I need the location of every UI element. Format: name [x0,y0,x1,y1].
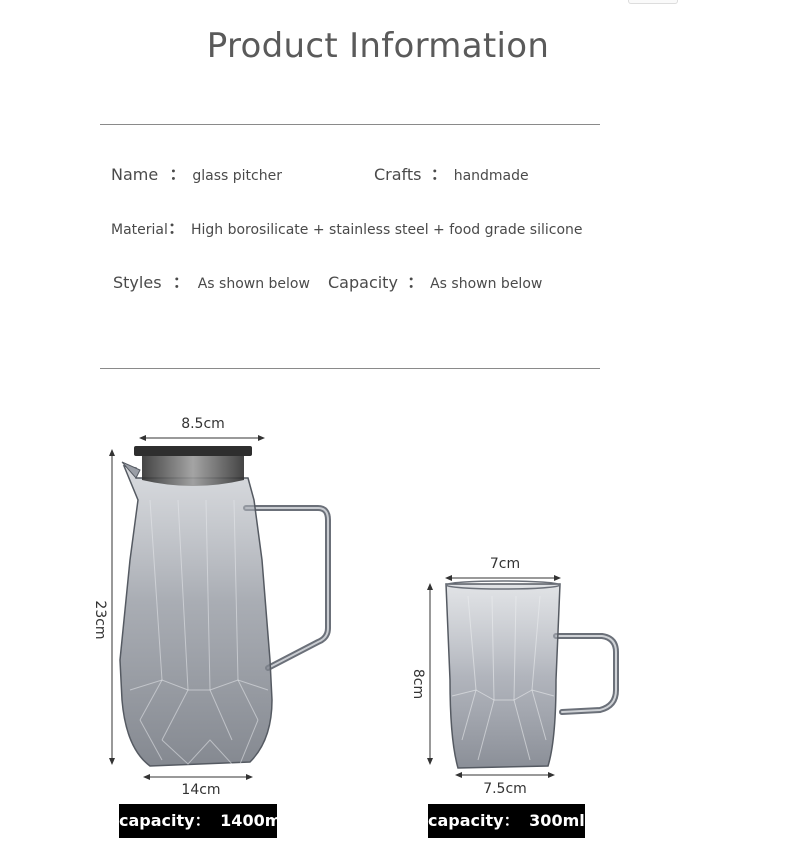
pitcher-top-width-label: 8.5cm [181,416,225,432]
capacity-colon: ： [407,272,426,293]
material-colon: ： [167,218,186,239]
glass-cup-image [446,581,616,768]
pitcher-bottom-width-label: 14cm [181,782,221,798]
cup-capacity-label: capacity： [428,811,520,830]
cup-height-label: 8cm [410,668,426,700]
name-colon: ： [169,164,188,185]
capacity-label: Capacity [328,273,398,292]
styles-value: As shown below [197,276,310,292]
name-value: glass pitcher [192,168,282,184]
cup-capacity-value: 300ml [529,811,585,830]
crafts-colon: ： [430,164,449,185]
crafts-value: handmade [453,168,529,184]
styles-colon: ： [172,272,191,293]
cup-bottom-width-label: 7.5cm [483,781,527,797]
cup-top-width-label: 7cm [489,556,521,572]
crafts-label: Crafts [374,165,422,184]
material-value: High borosilicate + stainless steel + food grade silicone [190,222,583,238]
pitcher-capacity-label: capacity： [119,811,211,830]
page-title: Product Information [206,26,550,66]
styles-label: Styles [113,273,162,292]
name-label: Name [111,165,159,184]
pitcher-capacity-badge [119,804,287,838]
pitcher-height-label: 23cm [92,600,108,640]
glass-pitcher-image [120,446,328,766]
capacity-value: As shown below [430,276,543,292]
material-label: Material [111,222,168,238]
cup-capacity-badge [428,804,585,838]
pitcher-capacity-value: 1400ml [220,811,287,830]
